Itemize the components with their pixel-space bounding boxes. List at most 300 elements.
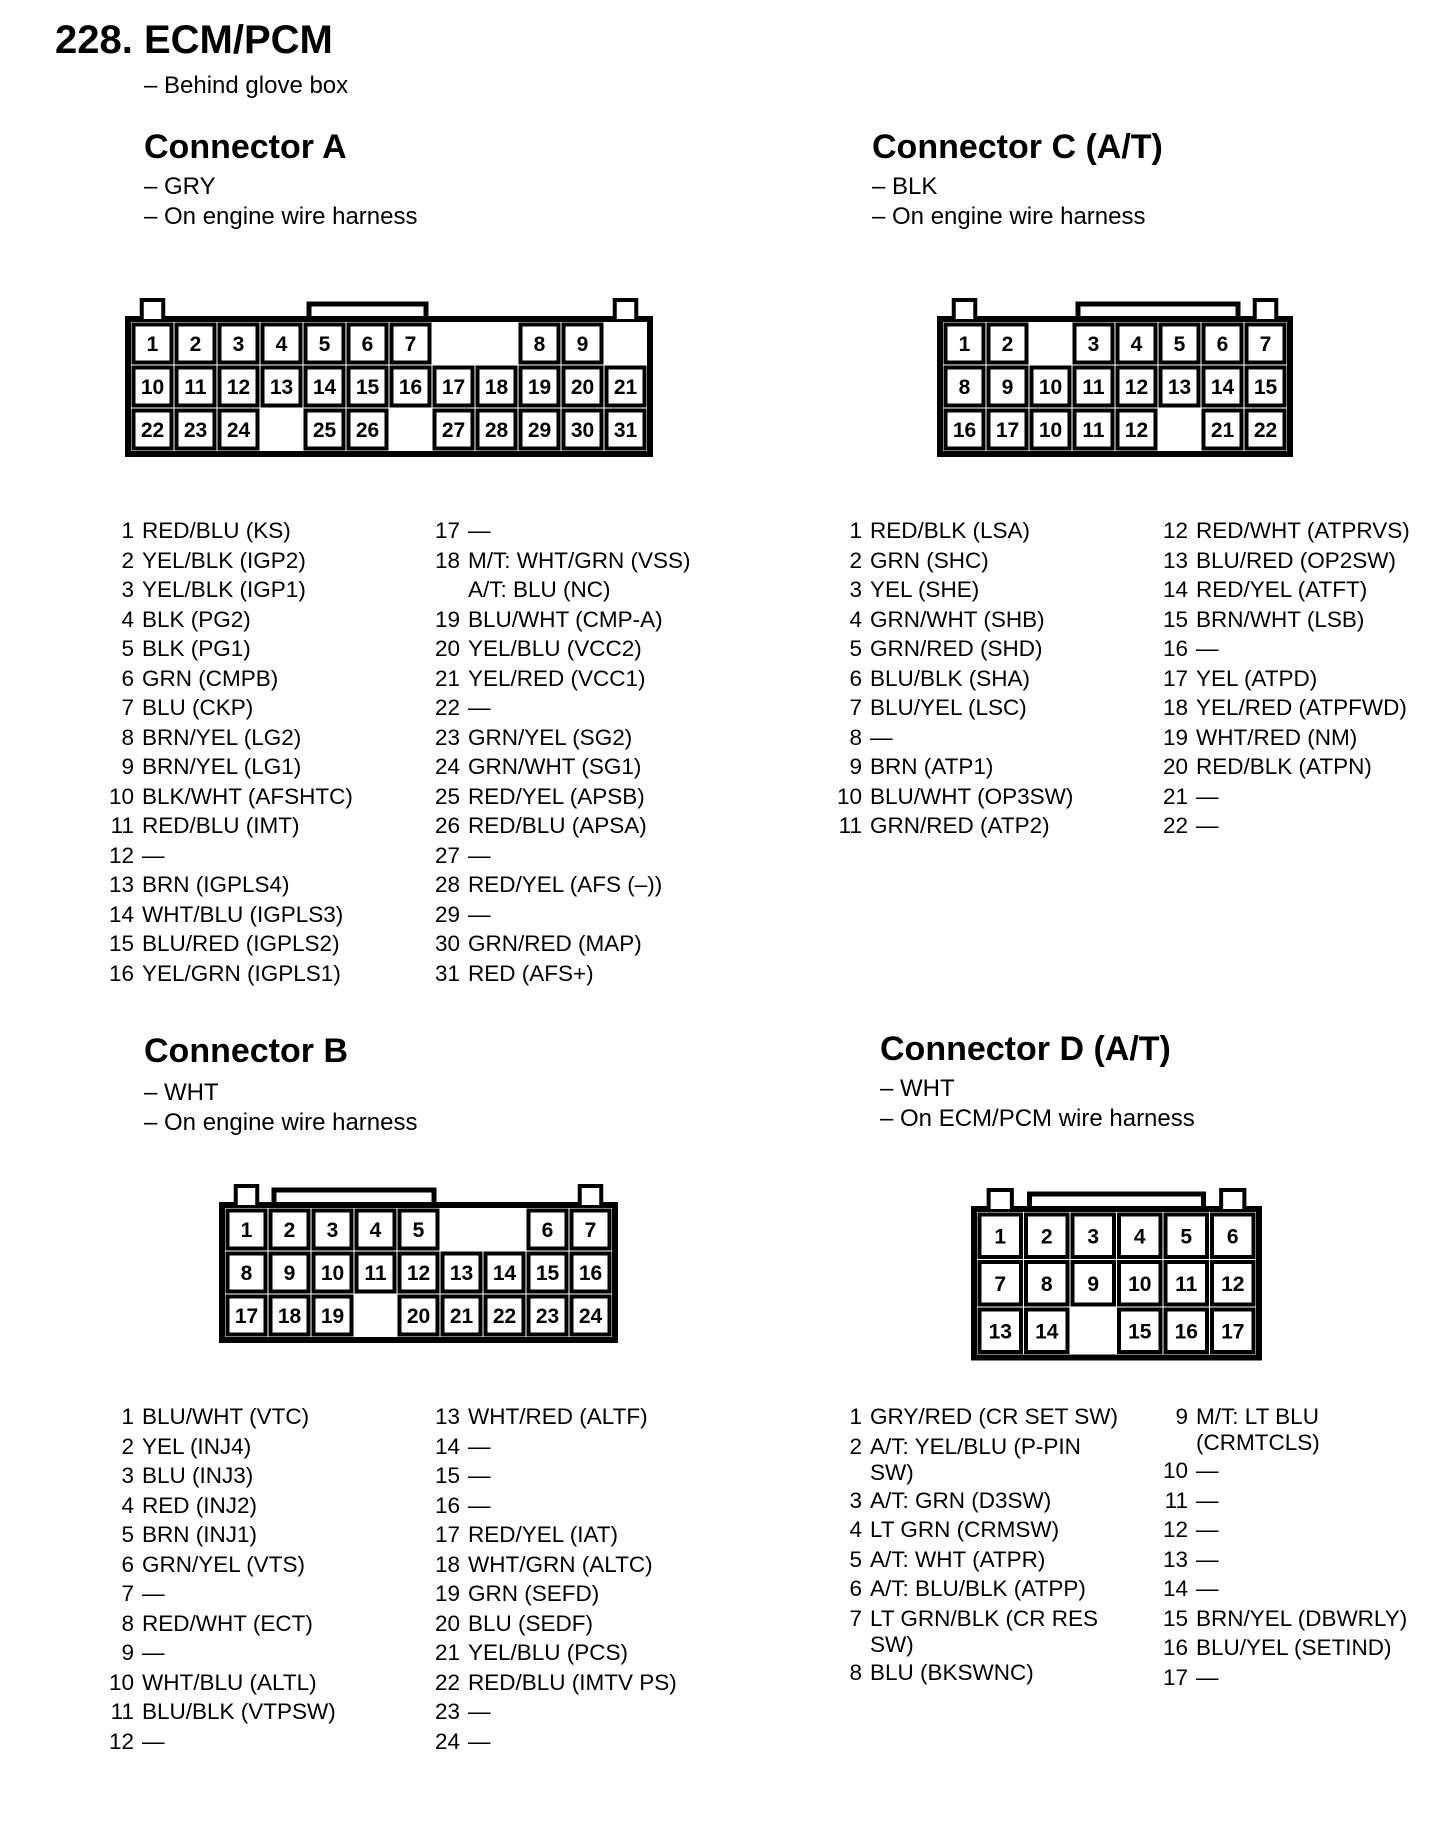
pin-cavity-number: 31 <box>613 419 638 442</box>
pin-wire-description: — <box>468 1728 491 1754</box>
pin-number: 1 <box>849 1404 862 1429</box>
pin-row <box>834 1574 1134 1604</box>
pin-cavity-number: 2 <box>283 1219 296 1242</box>
pin-number: 1 <box>121 1404 134 1429</box>
pin-wire-description: — <box>1196 1517 1219 1542</box>
pin-wire-description: BRN/YEL (DBWRLY) <box>1196 1605 1408 1631</box>
pin-wire-description: GRN/YEL (SG2) <box>468 724 633 750</box>
pin-row <box>1160 1486 1450 1516</box>
pin-wire-description: A/T: GRN (D3SW) <box>870 1487 1052 1513</box>
pin-wire-description: YEL (ATPD) <box>1196 665 1318 691</box>
pin-number: 3 <box>849 577 862 602</box>
pin-number: 19 <box>434 606 460 632</box>
pin-cavity-number: 3 <box>326 1219 339 1242</box>
pin-row <box>106 870 406 900</box>
connector-d-title: Connector D (A/T) <box>880 1030 1171 1068</box>
connector-tab <box>142 300 164 319</box>
pin-wire-description: RED (INJ2) <box>142 1492 258 1518</box>
pin-wire-description: BLU/RED (IGPLS2) <box>142 931 340 956</box>
pin-number: 24 <box>434 1728 460 1754</box>
connector-b-svg <box>220 1182 617 1347</box>
pin-wire-description: A/T: YEL/BLU (P-PIN SW) <box>870 1433 1081 1485</box>
pin-wire-description: BRN/WHT (LSB) <box>1196 606 1365 632</box>
pin-cavity-number: 10 <box>1128 1272 1152 1296</box>
pin-wire-description: WHT/BLU (IGPLS3) <box>142 901 344 927</box>
pin-wire-description: — <box>870 724 893 750</box>
pin-cavity-number: 4 <box>1130 333 1143 356</box>
pin-number: 6 <box>849 1576 862 1601</box>
pin-wire-description: YEL/GRN (IGPLS1) <box>142 960 341 986</box>
pin-cavity-number: 4 <box>1133 1225 1146 1249</box>
pin-row <box>432 1579 762 1609</box>
pin-cavity-number: 22 <box>492 1305 517 1328</box>
pin-number: 16 <box>1162 1635 1188 1660</box>
pin-number: 10 <box>108 1669 134 1695</box>
pin-cavity-number: 14 <box>1210 376 1235 399</box>
pin-row <box>106 1697 406 1727</box>
pin-row <box>106 1638 406 1668</box>
pin-wire-description: — <box>468 518 491 543</box>
pin-cavity-number: 20 <box>570 376 595 399</box>
page-title: 228. ECM/PCM <box>55 18 333 62</box>
pin-row <box>106 811 406 841</box>
pin-row <box>106 1609 406 1639</box>
pin-number: 15 <box>434 1463 460 1488</box>
connector-b-pin-list-1 <box>106 1402 406 1756</box>
pin-wire-description: — <box>142 1640 165 1665</box>
connector-d-color: – WHT <box>880 1075 955 1102</box>
pin-row <box>432 575 762 605</box>
pin-wire-description: BLU/RED (OP2SW) <box>1196 547 1397 573</box>
pin-number: 14 <box>434 1433 460 1459</box>
pin-cavity-number: 16 <box>578 1262 603 1285</box>
pin-row <box>1160 782 1450 812</box>
pin-wire-description: WHT/BLU (ALTL) <box>142 1669 317 1695</box>
pin-number: 7 <box>121 695 134 720</box>
pin-cavity-number: 8 <box>533 333 546 356</box>
connector-c-title: Connector C (A/T) <box>872 128 1163 166</box>
pin-wire-description: GRN/RED (ATP2) <box>870 813 1050 838</box>
pin-row <box>432 1432 762 1462</box>
pin-cavity-number: 5 <box>318 333 331 356</box>
connector-c-diagram <box>938 296 1292 461</box>
pin-wire-description: — <box>142 1728 165 1754</box>
pin-row <box>834 605 1134 635</box>
pin-number: 10 <box>836 783 862 809</box>
pin-cavity-number: 16 <box>1174 1320 1198 1344</box>
pin-row <box>106 1402 406 1432</box>
pin-wire-description: — <box>468 1433 491 1459</box>
pin-cavity-number: 26 <box>355 419 380 442</box>
pin-wire-description: BRN/YEL (LG2) <box>142 724 302 750</box>
pin-wire-description: BRN (ATP1) <box>870 754 994 779</box>
pin-cavity-number: 10 <box>320 1262 345 1285</box>
pin-cavity-number: 6 <box>1216 333 1229 356</box>
pin-wire-description: — <box>468 695 491 720</box>
pin-row <box>106 575 406 605</box>
pin-wire-description: BRN (IGPLS4) <box>142 872 290 897</box>
pin-number: 30 <box>434 931 460 956</box>
pin-wire-description: GRN/YEL (VTS) <box>142 1551 305 1577</box>
pin-wire-description: — <box>1196 1458 1219 1483</box>
pin-number: 8 <box>849 1659 862 1685</box>
connector-tab <box>236 1186 258 1205</box>
pin-cavity-number: 24 <box>226 419 251 442</box>
pin-wire-description: GRN (CMPB) <box>142 665 279 691</box>
connector-tab <box>989 1190 1012 1209</box>
pin-number: 7 <box>121 1581 134 1606</box>
connector-c-pin-list-2 <box>1160 516 1450 841</box>
pin-number: 22 <box>434 695 460 720</box>
pin-row <box>834 1402 1134 1432</box>
pin-row <box>1160 516 1450 546</box>
pin-row <box>106 1461 406 1491</box>
pin-cavity-number: 1 <box>146 333 159 356</box>
connector-d-svg <box>972 1186 1261 1365</box>
pin-wire-description: BLK (PG2) <box>142 606 251 632</box>
pin-row <box>834 1486 1134 1516</box>
pin-wire-description: — <box>468 1492 491 1518</box>
pin-number: 6 <box>121 665 134 691</box>
pin-number: 29 <box>434 901 460 927</box>
pin-row <box>432 1609 762 1639</box>
pin-row <box>1160 1456 1450 1486</box>
pin-cavity-number: 28 <box>484 419 509 442</box>
pin-cavity-number: 10 <box>140 376 165 399</box>
pin-row <box>106 664 406 694</box>
pin-cavity-number: 12 <box>1124 419 1149 442</box>
pin-row <box>432 605 762 635</box>
pin-cavity-number: 23 <box>183 419 208 442</box>
pin-wire-description: GRN (SHC) <box>870 547 989 573</box>
pin-wire-description: A/T: WHT (ATPR) <box>870 1546 1046 1572</box>
connector-a-diagram <box>126 296 652 461</box>
pin-wire-description: RED/BLK (LSA) <box>870 518 1031 543</box>
pin-wire-description: BLU/YEL (SETIND) <box>1196 1635 1392 1660</box>
pin-row <box>106 752 406 782</box>
pin-wire-description: WHT/GRN (ALTC) <box>468 1551 653 1577</box>
pin-number: 11 <box>110 1699 134 1724</box>
pin-cavity-number: 3 <box>232 333 245 356</box>
pin-cavity-number: 11 <box>184 376 207 399</box>
pin-row <box>106 605 406 635</box>
pin-cavity-number: 7 <box>404 333 417 356</box>
pin-wire-description: RED/BLK (ATPN) <box>1196 754 1372 779</box>
pin-row <box>106 1520 406 1550</box>
connector-c-color: – BLK <box>872 173 938 200</box>
pin-wire-description: BLK (PG1) <box>142 636 251 661</box>
pin-number: 13 <box>1162 547 1188 573</box>
pin-number: 5 <box>121 636 134 661</box>
pin-wire-description: RED/BLU (IMT) <box>142 813 300 838</box>
pin-number: 11 <box>838 813 862 838</box>
pin-cavity-number: 6 <box>361 333 374 356</box>
pin-cavity-number: 29 <box>527 419 552 442</box>
pin-wire-description: RED/YEL (APSB) <box>468 783 645 809</box>
pin-cavity-number: 14 <box>312 376 337 399</box>
pin-number: 3 <box>121 577 134 602</box>
pin-cavity-number: 11 <box>364 1262 387 1285</box>
pin-wire-description: WHT/RED (NM) <box>1196 724 1358 750</box>
pin-wire-description: RED/YEL (AFS (–)) <box>468 872 663 897</box>
pin-wire-description: BLK/WHT (AFSHTC) <box>142 783 353 809</box>
pin-cavity-number: 2 <box>1001 333 1014 356</box>
pin-wire-description: RED/BLU (IMTV PS) <box>468 1669 677 1695</box>
pin-number: 5 <box>849 1546 862 1572</box>
pin-number: 19 <box>434 1581 460 1606</box>
pin-wire-description: — <box>142 1581 165 1606</box>
pin-wire-description: M/T: WHT/GRN (VSS) <box>468 547 691 573</box>
pin-number: 16 <box>434 1492 460 1518</box>
pin-row <box>106 1579 406 1609</box>
pin-cavity-number: 3 <box>1087 333 1100 356</box>
pin-number: 9 <box>1175 1404 1188 1429</box>
pin-number <box>432 575 460 605</box>
pin-wire-description: — <box>468 1463 491 1488</box>
pin-row <box>834 1604 1134 1658</box>
pin-cavity-number: 6 <box>541 1219 554 1242</box>
pin-row <box>834 546 1134 576</box>
pin-wire-description: BRN (INJ1) <box>142 1522 258 1547</box>
pin-cavity-number: 8 <box>240 1262 253 1285</box>
pin-row <box>834 664 1134 694</box>
pin-number: 20 <box>434 1610 460 1636</box>
pin-row <box>834 516 1134 546</box>
pin-number: 1 <box>849 518 862 543</box>
pin-row <box>432 1520 762 1550</box>
pin-row <box>1160 634 1450 664</box>
pin-cavity-number: 12 <box>1221 1272 1245 1296</box>
pin-wire-description: YEL/BLU (VCC2) <box>468 636 642 661</box>
pin-number: 13 <box>1162 1546 1188 1572</box>
pin-number: 12 <box>1162 518 1188 543</box>
pin-wire-description: GRN/WHT (SHB) <box>870 606 1045 632</box>
pin-row <box>106 929 406 959</box>
pin-row <box>1160 811 1450 841</box>
pin-cavity-number: 12 <box>1124 376 1149 399</box>
pin-wire-description: GRN (SEFD) <box>468 1581 600 1606</box>
pin-row <box>432 1402 762 1432</box>
pin-row <box>432 1638 762 1668</box>
connector-b-pin-list-2 <box>432 1402 762 1756</box>
pin-number: 19 <box>1162 724 1188 750</box>
pin-row <box>106 1491 406 1521</box>
pin-wire-description: A/T: BLU/BLK (ATPP) <box>870 1576 1086 1601</box>
pin-number: 16 <box>108 960 134 986</box>
pin-cavity-number: 7 <box>584 1219 597 1242</box>
pin-row <box>1160 723 1450 753</box>
pin-wire-description: — <box>1196 1487 1219 1513</box>
pin-cavity-number: 9 <box>1001 376 1014 399</box>
pin-number: 21 <box>434 665 460 691</box>
pin-cavity-number: 11 <box>1082 419 1105 442</box>
pin-cavity-number: 12 <box>226 376 251 399</box>
pin-wire-description: RED/BLU (APSA) <box>468 813 647 838</box>
connector-c-pin-list-1 <box>834 516 1134 841</box>
connector-d-pin-list-1 <box>834 1402 1134 1687</box>
pin-cavity-number: 18 <box>277 1305 302 1328</box>
pin-cavity-number: 30 <box>570 419 595 442</box>
pin-wire-description: RED/WHT (ATPRVS) <box>1196 518 1410 543</box>
pin-cavity-number: 5 <box>1173 333 1186 356</box>
pin-wire-description: RED/YEL (IAT) <box>468 1522 619 1547</box>
pin-wire-description: — <box>142 842 165 868</box>
connector-a-title: Connector A <box>144 128 347 166</box>
connector-b-color: – WHT <box>144 1079 219 1106</box>
pin-cavity-number: 13 <box>449 1262 474 1285</box>
pin-row <box>432 664 762 694</box>
pin-cavity-number: 13 <box>988 1320 1012 1344</box>
pin-row <box>1160 752 1450 782</box>
pin-number: 1 <box>121 518 134 543</box>
pin-cavity-number: 27 <box>441 419 466 442</box>
pin-number: 16 <box>1162 636 1188 661</box>
pin-number: 26 <box>434 813 460 838</box>
component-location: – Behind glove box <box>144 72 349 99</box>
pin-row <box>106 900 406 930</box>
pin-cavity-number: 22 <box>140 419 165 442</box>
connector-tab <box>615 300 637 319</box>
pin-number: 9 <box>121 754 134 779</box>
pin-number: 7 <box>849 695 862 720</box>
pin-row <box>432 782 762 812</box>
pin-row <box>106 546 406 576</box>
pin-number: 21 <box>434 1640 460 1665</box>
pin-row <box>1160 1663 1450 1693</box>
pin-cavity-number: 9 <box>283 1262 296 1285</box>
pin-row <box>432 870 762 900</box>
pin-row <box>1160 1633 1450 1663</box>
pin-number: 10 <box>1162 1458 1188 1483</box>
pin-cavity-number: 17 <box>1221 1320 1245 1344</box>
pin-row <box>1160 605 1450 635</box>
pin-number: 3 <box>121 1463 134 1488</box>
pin-row <box>432 841 762 871</box>
pin-number: 17 <box>1162 1664 1188 1690</box>
pin-row <box>432 929 762 959</box>
pin-wire-description: YEL/RED (VCC1) <box>468 665 646 691</box>
pin-row <box>432 1727 762 1757</box>
pin-cavity-number: 7 <box>1259 333 1272 356</box>
pin-row <box>106 723 406 753</box>
pin-cavity-number: 18 <box>484 376 509 399</box>
pin-number: 4 <box>849 606 862 632</box>
pin-number: 8 <box>121 1610 134 1636</box>
pin-cavity-number: 17 <box>234 1305 259 1328</box>
pin-cavity-number: 15 <box>535 1262 560 1285</box>
pin-number: 2 <box>849 547 862 573</box>
pin-number: 2 <box>121 547 134 573</box>
pin-cavity-number: 7 <box>994 1272 1007 1296</box>
pin-cavity-number: 1 <box>958 333 971 356</box>
pin-row <box>834 723 1134 753</box>
pin-row <box>1160 546 1450 576</box>
connector-a-pin-list-1 <box>106 516 406 988</box>
pin-row <box>106 782 406 812</box>
pin-wire-description: BLU/WHT (VTC) <box>142 1404 310 1429</box>
pin-cavity-number: 12 <box>406 1262 431 1285</box>
pin-wire-description: BLU/YEL (LSC) <box>870 695 1027 720</box>
pin-row <box>834 811 1134 841</box>
pin-wire-description: RED/BLU (KS) <box>142 518 291 543</box>
pin-cavity-number: 1 <box>240 1219 253 1242</box>
pin-wire-description: GRN/WHT (SG1) <box>468 754 642 779</box>
pin-number: 22 <box>1162 813 1188 838</box>
pin-wire-description: — <box>1196 636 1219 661</box>
pin-row <box>432 811 762 841</box>
pin-wire-description: BLU/WHT (OP3SW) <box>870 783 1074 809</box>
pin-wire-description: YEL/BLK (IGP2) <box>142 547 306 573</box>
connector-b-diagram <box>220 1182 617 1347</box>
pin-cavity-number: 1 <box>994 1225 1007 1249</box>
pin-number: 17 <box>434 1522 460 1547</box>
pin-wire-description: M/T: LT BLU (CRMTCLS) <box>1196 1404 1320 1455</box>
pin-row <box>1160 575 1450 605</box>
pin-number: 17 <box>1162 665 1188 691</box>
pin-cavity-number: 10 <box>1038 376 1063 399</box>
pin-cavity-number: 11 <box>1082 376 1105 399</box>
pin-cavity-number: 3 <box>1087 1225 1100 1249</box>
pin-row <box>834 634 1134 664</box>
pin-number: 6 <box>849 665 862 691</box>
pin-cavity-number: 6 <box>1226 1225 1239 1249</box>
pin-row <box>834 575 1134 605</box>
pin-number: 11 <box>1164 1487 1188 1513</box>
pin-row <box>432 752 762 782</box>
pin-number: 3 <box>849 1487 862 1513</box>
pin-cavity-number: 8 <box>958 376 971 399</box>
pin-cavity-number: 14 <box>1035 1320 1059 1344</box>
pin-wire-description: — <box>1196 783 1219 809</box>
pin-row <box>1160 1574 1450 1604</box>
pin-wire-description: GRY/RED (CR SET SW) <box>870 1404 1118 1429</box>
pin-number: 12 <box>1162 1517 1188 1542</box>
pin-wire-description: BLU (BKSWNC) <box>870 1659 1034 1685</box>
connector-c-harness: – On engine wire harness <box>872 203 1146 230</box>
pin-row <box>432 723 762 753</box>
pin-cavity-number: 16 <box>398 376 423 399</box>
pin-number: 20 <box>1162 754 1188 779</box>
pin-row <box>106 634 406 664</box>
pin-cavity-number: 21 <box>1210 419 1235 442</box>
pin-row <box>106 1668 406 1698</box>
pin-wire-description: RED (AFS+) <box>468 960 594 986</box>
pin-number: 6 <box>121 1551 134 1577</box>
pin-row <box>106 1550 406 1580</box>
pin-cavity-number: 13 <box>1167 376 1192 399</box>
connector-d-pin-list-2 <box>1160 1402 1450 1692</box>
pin-row <box>432 1491 762 1521</box>
pin-wire-description: BLU (SEDF) <box>468 1610 594 1636</box>
pin-cavity-number: 10 <box>1038 419 1063 442</box>
pin-wire-description: LT GRN (CRMSW) <box>870 1517 1060 1542</box>
pin-row <box>432 516 762 546</box>
pin-wire-description: — <box>1196 1576 1219 1601</box>
pin-number: 22 <box>434 1669 460 1695</box>
connector-c-svg <box>938 296 1292 461</box>
pin-cavity-number: 19 <box>527 376 552 399</box>
pin-row <box>432 900 762 930</box>
pin-cavity-number: 9 <box>1087 1272 1100 1296</box>
pin-cavity-number: 2 <box>189 333 202 356</box>
pin-number: 18 <box>434 547 460 573</box>
pin-wire-description: GRN/RED (SHD) <box>870 636 1043 661</box>
pin-row <box>1160 1402 1450 1456</box>
pin-cavity-number: 15 <box>1128 1320 1152 1344</box>
pin-number: 17 <box>434 518 460 543</box>
pin-cavity-number: 21 <box>449 1305 474 1328</box>
pin-wire-description: — <box>468 1699 491 1724</box>
